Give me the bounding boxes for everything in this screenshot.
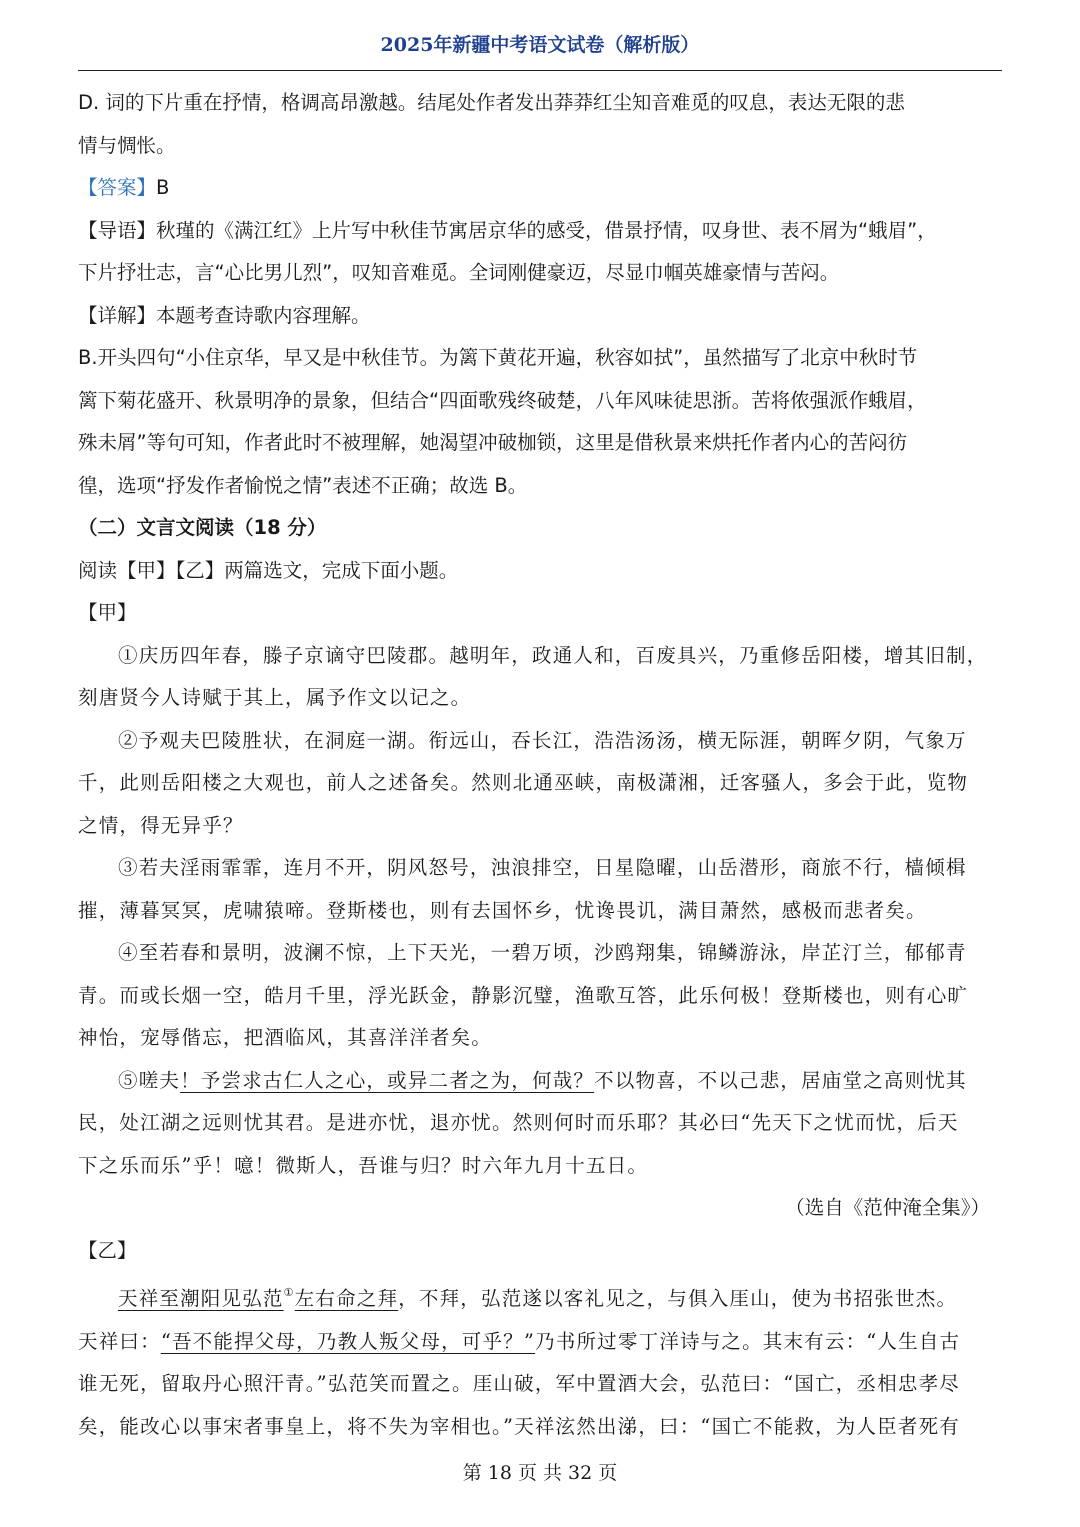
yi-p1-line-1 <box>78 1272 1002 1321</box>
detail-line-1: 【详解】本题考查诗歌内容理解。 <box>78 303 371 327</box>
jia-p2-line-3: 之情，得无异乎？ <box>78 813 244 837</box>
yi-p1-line-4-post: ，曰：“国亡不能救，为人臣者死有 <box>638 1414 960 1438</box>
jia-p4-text-post: ，锦鳞游泳，岸芷汀兰，郁郁青 <box>676 941 967 964</box>
detail-line-5: 徨，选项“抒发作者愉悦之情”表述不正确；故选 B。 <box>78 473 528 497</box>
jia-p3-line-1: ③若夫淫雨霏霏，连月不开，阴风怒号，浊浪排空，日星隐曜，山岳潜形，商旅不行，樯倾楫 <box>118 856 967 879</box>
jia-p1-emphasis: 制 <box>946 643 967 667</box>
yi-underlined-phrase-2: 左右命之拜 <box>294 1287 399 1310</box>
detail-line-3: 篱下菊花盛开、秋景明净的景象，但结合“四面歌残终破楚，八年风味徒思浙。苦将侬强派作蛾眉， <box>78 388 927 412</box>
document-body <box>78 82 1002 1448</box>
page-header-title: 2025年新疆中考语文试卷（解析版） <box>380 34 700 56</box>
yi-underlined-quote: “吾不能捍父母，乃教人叛父母，可乎？” <box>160 1329 536 1353</box>
jia-p5-line-2: 民，处江湖之远则忧其君。是进亦忧，退亦忧。然则何时而乐耶？其必曰“先天下之忧而忧，后天 <box>78 1111 959 1134</box>
jia-p3-line-2: 摧，薄暮冥冥，虎啸猿啼。登斯楼也，则有去国怀乡，忧谗畏讥，满目萧然，感极而悲者矣。 <box>78 898 927 922</box>
yi-p1-line-2 <box>78 1321 1002 1364</box>
yi-p1-line-2-post: 乃书所过零丁洋诗与之。其末有云：“人生自古 <box>535 1329 961 1353</box>
yi-p1-line-4 <box>78 1406 1002 1449</box>
jia-label: 【甲】 <box>78 601 137 624</box>
detail-line-4: 殊未屑”等句可知，作者此时不被理解，她渴望冲破枷锁，这里是借秋景来烘托作者内心的苦闷彷 <box>78 431 908 454</box>
answer-line <box>78 167 1002 210</box>
page-number: 第 18 页 共 32 页 <box>462 1462 618 1484</box>
jia-p5-line-1 <box>78 1060 1002 1103</box>
jia-p1-text: ①庆历四年春，滕子京谪守巴陵郡。越明年，政通人和，百废具兴，乃重修岳阳楼，增其旧 <box>118 643 947 667</box>
jia-p1-line-2: 刻唐贤今人诗赋于其上，属予作文以记之。 <box>78 686 472 709</box>
yi-p1-line-4-pre: 矣，能改心以事宋者事皇上，将不失为宰相也。”天祥泫然出 <box>78 1414 618 1438</box>
jia-p4-line-2: 青。而或长烟一空，皓月千里，浮光跃金，静影沉璧，渔歌互答，此乐何极！登斯楼也，则有心旷 <box>78 983 969 1007</box>
choice-d-line-2: 情与惆怅。 <box>78 133 176 157</box>
jia-p4-line-3: 神怡，宠辱偕忘，把酒临风，其喜洋洋者矣。 <box>78 1026 493 1049</box>
jia-source: （选自《范仲淹全集》） <box>785 1196 990 1219</box>
yi-label: 【乙】 <box>78 1238 137 1262</box>
jia-p5-line-3: 下之乐而乐”乎！噫！微斯人，吾谁与归？时六年九月十五日。 <box>78 1153 649 1177</box>
guide-line-1: 【导语】秋瑾的《满江红》上片写中秋佳节寓居京华的感受，借景抒情，叹身世、表不屑为“蛾眉”， <box>78 218 937 242</box>
section-instruction: 阅读【甲】【乙】两篇选文，完成下面小题。 <box>78 558 459 582</box>
jia-p5-text-pre: ⑤嗟夫 <box>118 1068 181 1092</box>
footnote-marker: ① <box>283 1286 295 1299</box>
section-heading: （二）文言文阅读（18 分） <box>78 516 327 539</box>
detail-line-2: B.开头四句“小住京华，早又是中秋佳节。为篱下黄花开遍，秋容如拭”，虽然描写了北京中秋时节 <box>78 346 918 369</box>
answer-value: B <box>156 176 170 199</box>
jia-p4-text-pre: ④至若春和景明，波澜不惊，上下天光，一碧万顷，沙鸥翔 <box>118 941 657 964</box>
header-divider <box>78 70 1002 71</box>
jia-p1-line-1 <box>78 635 1002 678</box>
yi-p1-line-2-pre: 天祥曰： <box>78 1329 161 1353</box>
guide-line-2: 下片抒壮志，言“心比男儿烈”，叹知音难觅。全词刚健豪迈，尽显巾帼英雄豪情与苦闷。 <box>78 261 840 284</box>
yi-underlined-phrase-1: 天祥至潮阳见弘范 <box>118 1287 284 1310</box>
answer-tag: 【答案】 <box>78 176 157 199</box>
jia-p2-line-1: ②予观夫巴陵胜状，在洞庭一湖。衔远山，吞长江，浩浩汤汤，横无际涯，朝晖夕阴，气象万 <box>118 728 967 752</box>
yi-p1-text: ，不拜，弘范遂以客礼见之，与俱入厓山，使为书招张世杰。 <box>398 1287 958 1310</box>
jia-p4-emphasis: 集 <box>656 941 677 964</box>
yi-emphasis: 涕 <box>617 1414 639 1438</box>
jia-p2-line-2: 千，此则岳阳楼之大观也，前人之述备矣。然则北通巫峡，南极潇湘，迁客骚人，多会于此，览物 <box>78 771 969 794</box>
jia-p4-line-1 <box>78 932 1002 975</box>
yi-p1-line-3: 谁无死，留取丹心照汗青。”弘范笑而置之。厓山破，军中置酒大会，弘范曰：“国亡，丞相忠孝尽 <box>78 1372 960 1395</box>
choice-d-line-1: D. 词的下片重在抒情，格调高昂激越。结尾处作者发出莽莽红尘知音难觅的叹息，表达无限的悲 <box>78 91 905 114</box>
jia-p5-underlined-sentence: ！予尝求古仁人之心，或异二者之为，何哉？ <box>180 1068 595 1092</box>
jia-p1-punct: ， <box>966 643 988 667</box>
jia-p5-text-post: 不以物喜，不以己悲，居庙堂之高则忧其 <box>594 1068 967 1092</box>
